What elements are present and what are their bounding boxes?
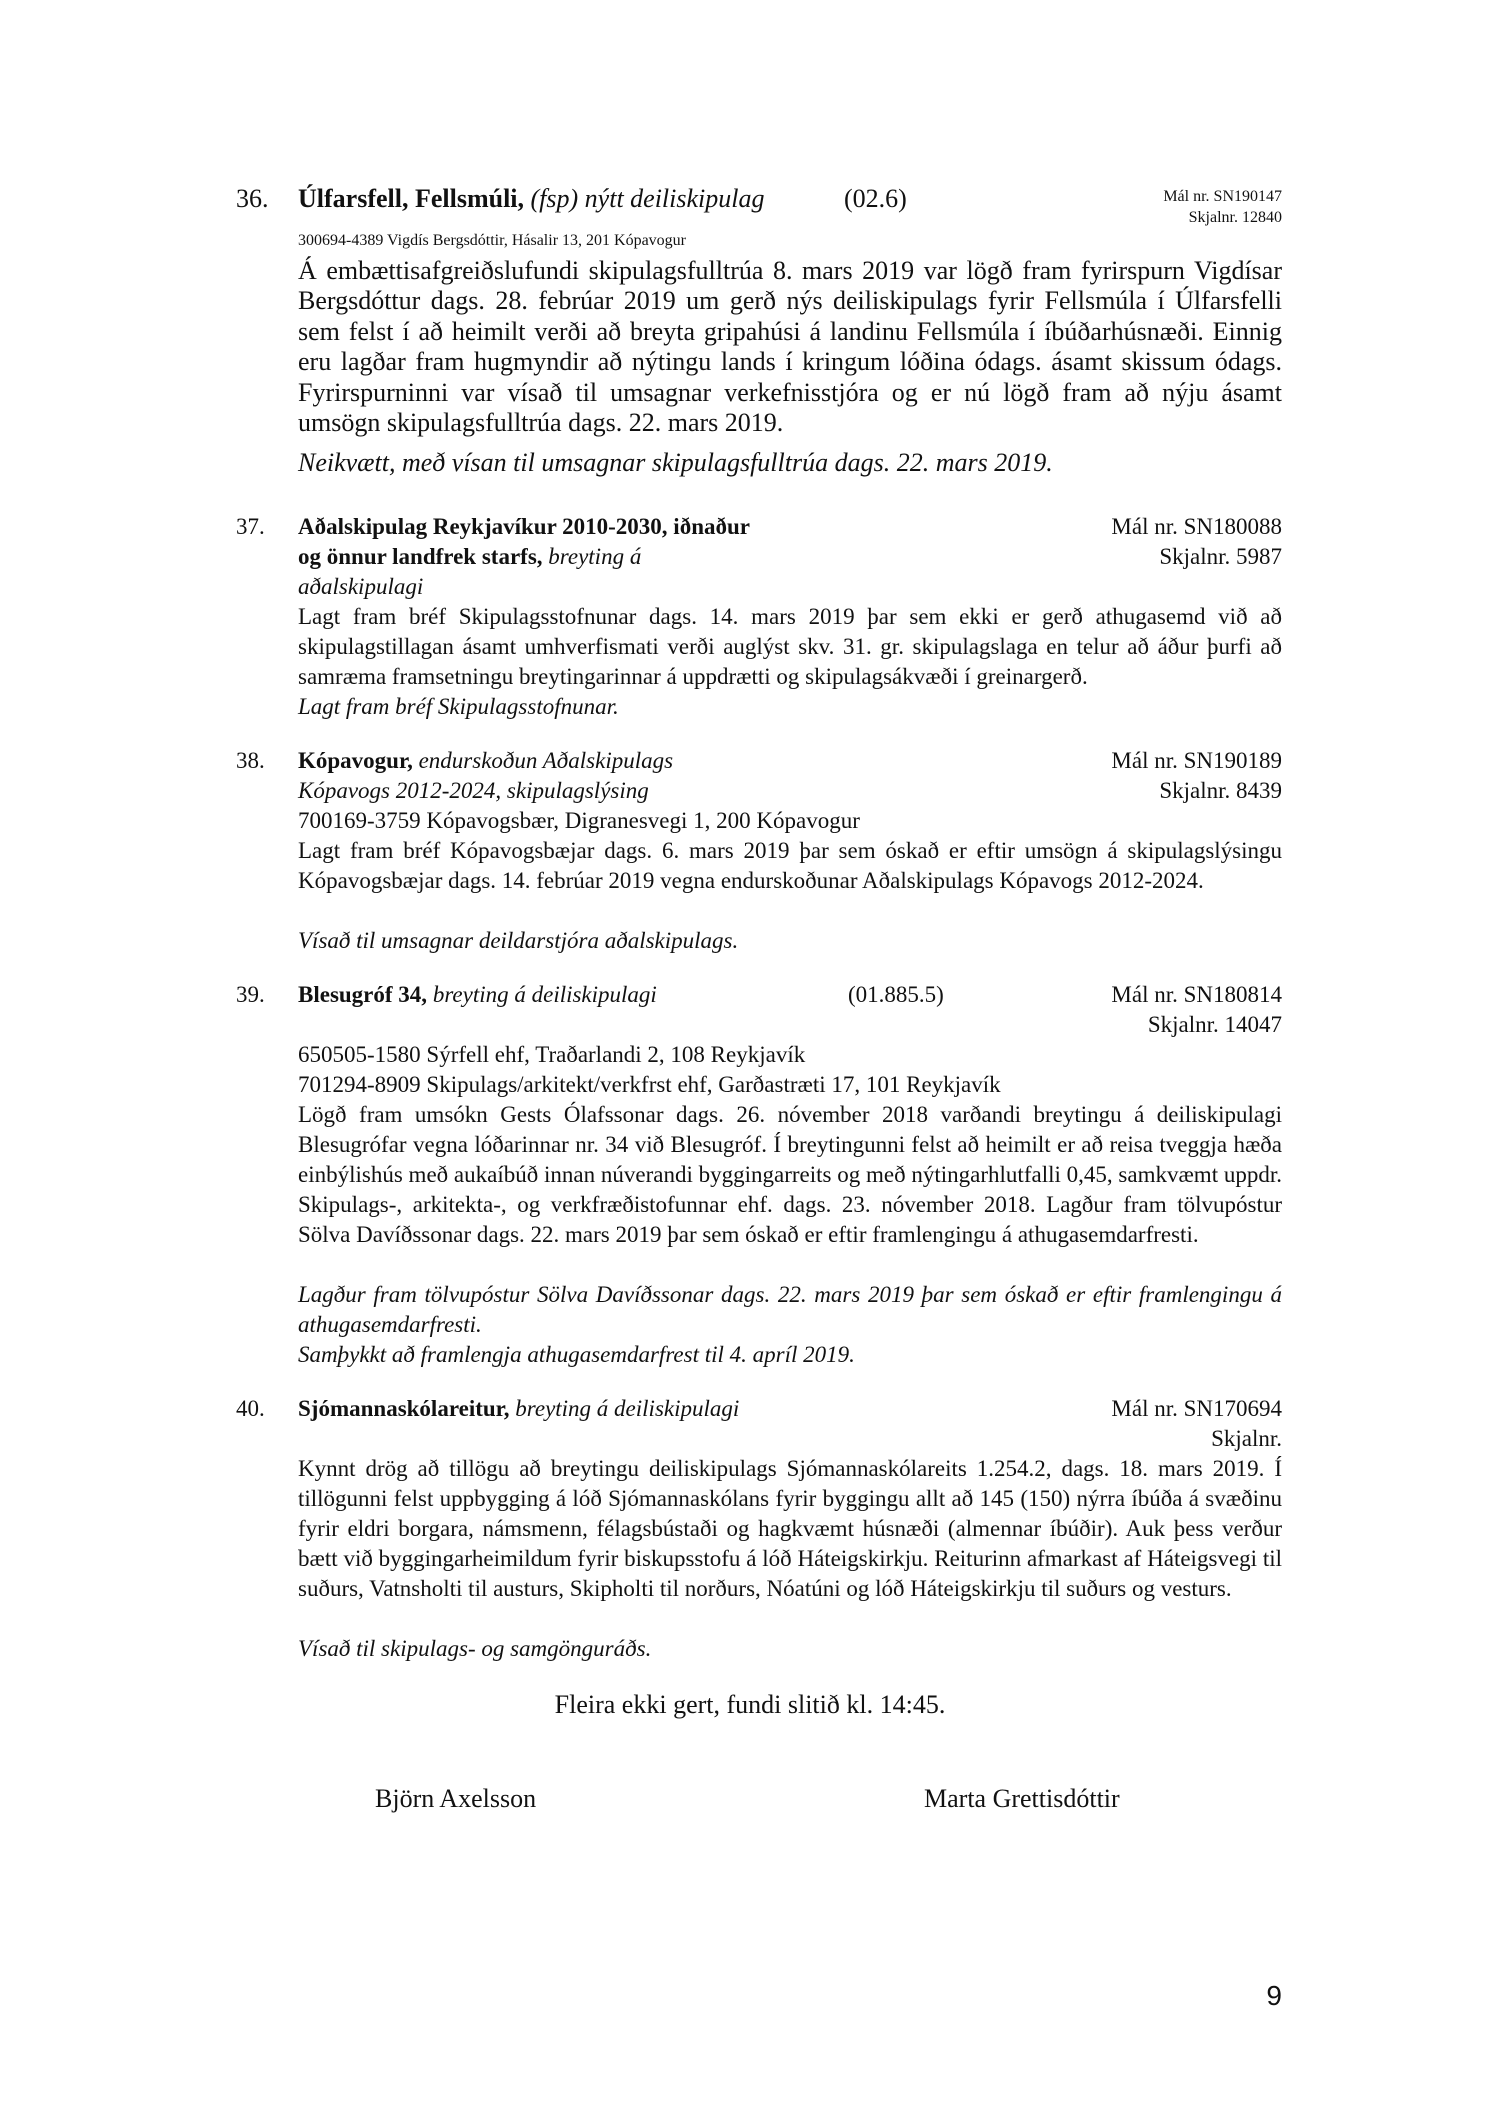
skjal-nr: Skjalnr. 5987 [1159, 544, 1282, 569]
item-decision: Vísað til umsagnar deildarstjóra aðalskipulags. [298, 928, 739, 953]
item-code: (01.885.5) [848, 982, 944, 1007]
item-title [298, 982, 657, 1008]
item-title-italic: (fsp) nýtt deiliskipulag [530, 184, 765, 213]
skjal-nr: Skjalnr. [1211, 1426, 1282, 1451]
item-body: Kynnt drög að tillögu að breytingu deiliskipulags Sjómannaskólareits 1.254.2, dags. 18. mars 2019. Í tillögunni felst uppbygging á lóð Sjómannaskólans fyrir byggingu allt að 145 (150) nýrra íbúða á svæðinu fyrir eldri borgara, námsmenn, félagsbústaði og hagkvæmt húsnæði (almennar íbúðir). Auk þess verður bætt við byggingarheimildum fyrir biskupsstofu á lóð Háteigskirkju. Reiturinn afmarkast af Háteigsvegi til suðurs, Vatnsholti til austurs, Skipholti til norðurs, Nóatúni og lóð Háteigskirkju til suðurs og vesturs. [298, 1456, 1282, 1601]
item-number: 40. [236, 1396, 265, 1421]
item-applicant: 700169-3759 Kópavogsbær, Digranesvegi 1, 200 Kópavogur [298, 808, 860, 833]
item-title-bold: Kópavogur, [298, 748, 413, 773]
item-number: 36. [236, 184, 269, 213]
item-title-italic: endurskoðun Aðalskipulags [418, 748, 674, 773]
signature-name: Marta Grettisdóttir [924, 1784, 1120, 1813]
signature-name: Björn Axelsson [375, 1784, 537, 1813]
item-body: Á embættisafgreiðslufundi skipulagsfulltrúa 8. mars 2019 var lögð fram fyrirspurn Vigdísar Bergsdóttur dags. 28. febrúar 2019 um gerð nýs deiliskipulags fyrir Fellsmúla í Úlfarsfelli sem felst í að heimilt verði að breyta gripahúsi á landinu Fellsmúla í íbúðarhúsnæði. Einnig eru lagðar fram hugmyndir að nýtingu lands í kringum lóðina ódags. ásamt skissum ódags. Fyrirspurninni var vísað til umsagnar verkefnisstjóra og er nú lögð fram að nýju ásamt umsögn skipulagsfulltrúa dags. 22. mars 2019. [298, 256, 1282, 438]
item-title-bold: og önnur landfrek starfs, [298, 544, 543, 569]
item-title-italic: breyting á [548, 544, 642, 569]
item-title-bold: Sjómannaskólareitur, [298, 1396, 510, 1421]
item-title-line-2: Kópavogs 2012-2024, skipulagslýsing [298, 778, 649, 803]
item-title [298, 1396, 739, 1422]
item-title-italic: breyting á deiliskipulagi [515, 1396, 740, 1421]
item-body: Lagt fram bréf Skipulagsstofnunar dags. 14. mars 2019 þar sem ekki er gerð athugasemd við að skipulagstillagan ásamt umhverfismati verði auglýst skv. 31. gr. skipulagslaga en telur að áður þurfi að samræma framsetningu breytingarinnar á uppdrætti og skipulagsákvæði í greinargerð. [298, 604, 1282, 689]
item-title-italic: breyting á deiliskipulagi [432, 982, 657, 1007]
item-number: 38. [236, 748, 265, 773]
item-title-bold: Úlfarsfell, Fellsmúli, [298, 184, 525, 213]
item-applicant: 300694-4389 Vigdís Bergsdóttir, Hásalir 13, 201 Kópavogur [298, 232, 686, 249]
item-number: 37. [236, 514, 265, 539]
item-body: Lögð fram umsókn Gests Ólafssonar dags. 26. nóvember 2018 varðandi breytingu á deiliskipulagi Blesugrófar vegna lóðarinnar nr. 34 við Blesugróf. Í breytingunni felst að heimilt er að reisa tveggja hæða einbýlishús með aukaíbúð innan núverandi byggingarreits og með nýtingarhlutfalli 0,45, samkvæmt uppdr. Skipulags-, arkitekta-, og verkfræðistofunnar ehf. dags. 23. nóvember 2018. Lagður fram tölvupóstur Sölva Davíðssonar dags. 22. mars 2019 þar sem óskað er eftir framlengingu á athugasemdarfresti. [298, 1102, 1282, 1247]
item-number: 39. [236, 982, 265, 1007]
item-body: Lagt fram bréf Kópavogsbæjar dags. 6. mars 2019 þar sem óskað er eftir umsögn á skipulagslýsingu Kópavogsbæjar dags. 14. febrúar 2019 vegna endurskoðunar Aðalskipulags Kópavogs 2012-2024. [298, 838, 1282, 893]
item-decision: Samþykkt að framlengja athugasemdarfrest til 4. apríl 2019. [298, 1342, 855, 1367]
item-decision: Lagt fram bréf Skipulagsstofnunar. [298, 694, 619, 719]
item-refs [1163, 186, 1282, 228]
item-applicant: 701294-8909 Skipulags/arkitekt/verkfrst ehf, Garðastræti 17, 101 Reykjavík [298, 1072, 1001, 1097]
item-title-line-3: aðalskipulagi [298, 574, 424, 599]
item-code: (02.6) [844, 184, 907, 213]
skjal-nr: Skjalnr. 8439 [1159, 778, 1282, 803]
mal-nr: Mál nr. SN190147 [1163, 188, 1282, 205]
item-decision: Vísað til skipulags- og samgönguráðs. [298, 1636, 652, 1661]
item-applicant: 650505-1580 Sýrfell ehf, Traðarlandi 2, 108 Reykjavík [298, 1042, 806, 1067]
mal-nr: Mál nr. SN180088 [1111, 514, 1282, 539]
item-decision: Lagður fram tölvupóstur Sölva Davíðssonar dags. 22. mars 2019 þar sem óskað er eftir framlengingu á athugasemdarfresti. [298, 1282, 1282, 1337]
item-title [298, 184, 764, 214]
item-title-bold: Blesugróf 34, [298, 982, 428, 1007]
skjal-nr: Skjalnr. 12840 [1188, 209, 1282, 226]
mal-nr: Mál nr. SN190189 [1111, 748, 1282, 773]
item-title-line-1 [298, 748, 673, 774]
closing-statement: Fleira ekki gert, fundi slitið kl. 14:45. [554, 1690, 946, 1719]
item-title-line-2 [298, 544, 641, 570]
item-decision: Neikvætt, með vísan til umsagnar skipulagsfulltrúa dags. 22. mars 2019. [298, 448, 1053, 477]
mal-nr: Mál nr. SN180814 [1111, 982, 1282, 1007]
item-title-line-1: Aðalskipulag Reykjavíkur 2010-2030, iðnaður [298, 514, 750, 539]
skjal-nr: Skjalnr. 14047 [1147, 1012, 1282, 1037]
mal-nr: Mál nr. SN170694 [1111, 1396, 1282, 1421]
page-number: 9 [1266, 1980, 1282, 2011]
